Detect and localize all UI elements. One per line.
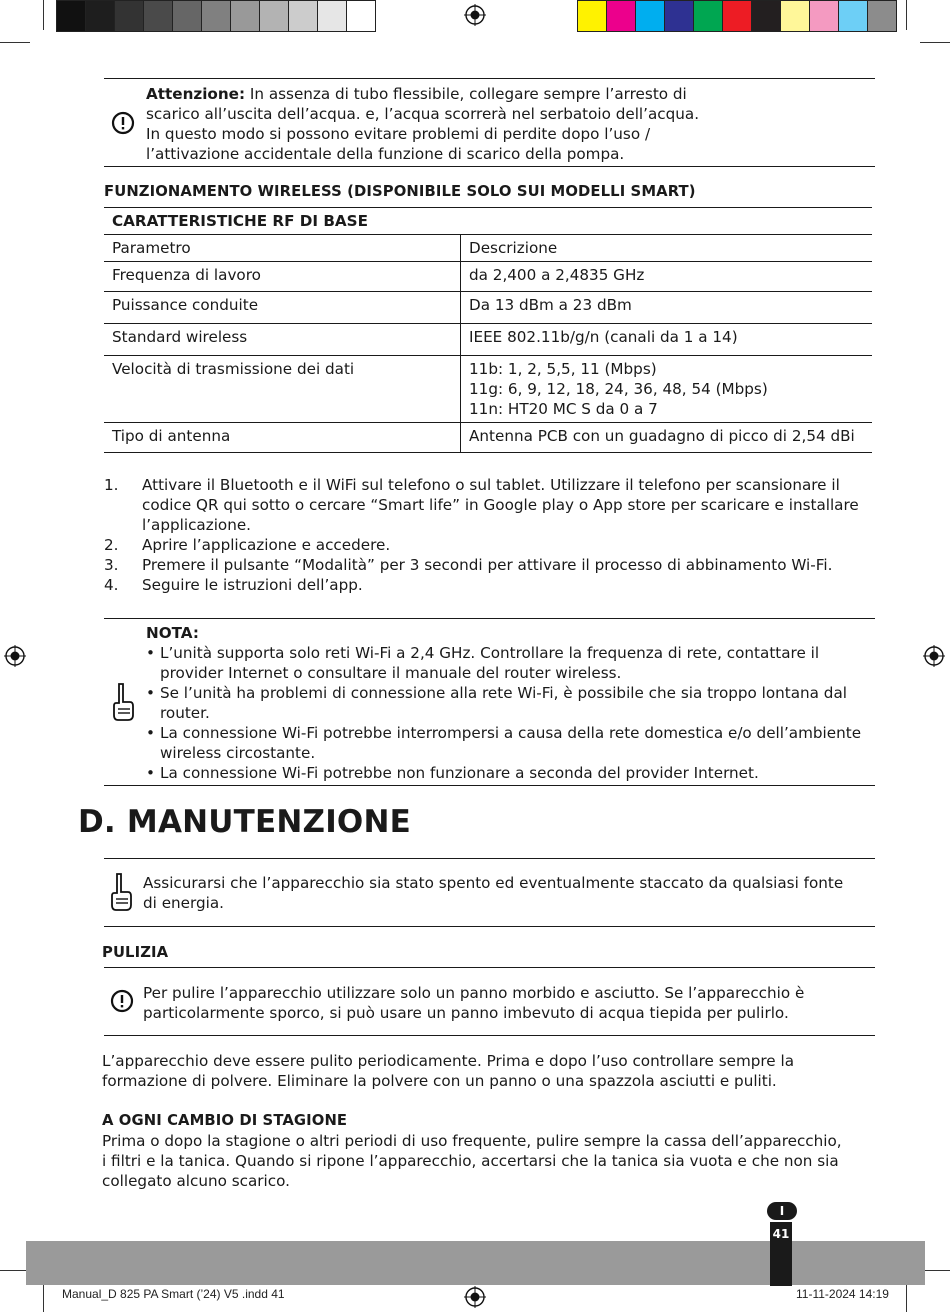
season-text: Prima o dopo la stagione o altri periodi di uso frequente, pulire sempre la cassa dell’apparecchio, i filtri e la tanica. Quando si ripone l’apparecchio, accertarsi che la tanica sia vuota e che non sia collegato alcuno scarico. [102, 1132, 842, 1190]
table-row [104, 324, 872, 356]
crop-mark [0, 42, 30, 43]
registration-mark-icon [4, 645, 26, 667]
color-swatch [231, 1, 260, 31]
rf-characteristics-table [104, 207, 872, 453]
cleaning-warning: Per pulire l’apparecchio utilizzare solo un panno morbido e asciutto. Se l’apparecchio è particolarmente sporco, si può usare un panno imbevuto di acqua tiepida per pulirlo. [143, 984, 805, 1022]
list-item: • La connessione Wi-Fi potrebbe interrompersi a causa della rete domestica e/o dell’ambiente wireless circostante. [146, 723, 866, 763]
color-swatch [86, 1, 115, 31]
color-swatch [202, 1, 231, 31]
note-bottom-rule [104, 785, 875, 786]
row-param: Puissance conduite [104, 292, 461, 324]
color-swatch [839, 1, 868, 31]
note-label: NOTA: [146, 624, 199, 642]
row-desc: 11b: 1, 2, 5,5, 11 (Mbps) 11g: 6, 9, 12, 18, 24, 36, 48, 54 (Mbps) 11n: HT20 MC S da 0 a 7 [461, 356, 873, 423]
notice-bottom-rule [104, 926, 875, 927]
color-swatch [144, 1, 173, 31]
note-list [146, 643, 866, 783]
list-item: 2. Aprire l’applicazione e accedere. [104, 536, 391, 554]
crop-mark [920, 42, 950, 43]
warning-exclamation-icon [111, 111, 135, 135]
pointing-hand-icon [108, 872, 134, 914]
color-swatch [57, 1, 86, 31]
list-item: 4. Seguire le istruzioni dell’app. [104, 576, 363, 594]
color-swatch [694, 1, 723, 31]
cleaning-heading: PULIZIA [102, 944, 169, 961]
warning-top-rule [104, 78, 875, 79]
color-swatch [810, 1, 839, 31]
color-swatch [578, 1, 607, 31]
list-item: 3. Premere il pulsante “Modalità” per 3 secondi per attivare il processo di abbinamento Wi-Fi. [104, 556, 833, 574]
table-row [104, 262, 872, 292]
row-param: Tipo di antenna [104, 423, 461, 453]
list-item: • La connessione Wi-Fi potrebbe non funzionare a seconda del provider Internet. [146, 763, 866, 783]
color-swatch [607, 1, 636, 31]
column-header-param: Parametro [104, 235, 461, 262]
crop-mark [43, 0, 44, 30]
warning-label: Attenzione: [146, 85, 246, 103]
slug-left: Manual_D 825 PA Smart (’24) V5 .indd 41 [62, 1287, 285, 1301]
registration-mark-icon [464, 1286, 486, 1308]
season-heading: A OGNI CAMBIO DI STAGIONE [102, 1112, 348, 1129]
color-swatch [347, 1, 375, 31]
row-param: Frequenza di lavoro [104, 262, 461, 292]
slug-right: 11-11-2024 14:19 [796, 1287, 889, 1301]
maintenance-notice: Assicurarsi che l’apparecchio sia stato spento ed eventualmente staccato da qualsiasi fonte di energia. [143, 874, 844, 912]
table-header-row [104, 235, 872, 262]
wireless-heading: FUNZIONAMENTO WIRELESS (DISPONIBILE SOLO SUI MODELLI SMART) [104, 183, 696, 200]
color-swatch [636, 1, 665, 31]
process-color-bar [577, 0, 897, 32]
color-swatch [260, 1, 289, 31]
crop-mark [906, 0, 907, 30]
setup-steps-list [104, 475, 874, 595]
color-swatch [723, 1, 752, 31]
crop-mark [43, 1282, 44, 1312]
table-title-row [104, 208, 872, 235]
color-swatch [752, 1, 781, 31]
color-swatch [173, 1, 202, 31]
list-item: • L’unità supporta solo reti Wi-Fi a 2,4 GHz. Controllare la frequenza di rete, contattare il provider Internet o consultare il manuale del router wireless. [146, 643, 866, 683]
crop-mark [906, 1282, 907, 1312]
color-swatch [781, 1, 810, 31]
row-desc: Da 13 dBm a 23 dBm [461, 292, 873, 324]
registration-mark-icon [923, 645, 945, 667]
language-badge: I [767, 1202, 797, 1220]
column-header-desc: Descrizione [461, 235, 873, 262]
table-title: CARATTERISTICHE RF DI BASE [104, 208, 872, 235]
note-top-rule [104, 618, 875, 619]
cleaning-top-rule [104, 967, 875, 968]
color-swatch [868, 1, 896, 31]
color-swatch [115, 1, 144, 31]
list-item: • Se l’unità ha problemi di connessione alla rete Wi-Fi, è possibile che sia troppo lontana dal router. [146, 683, 866, 723]
row-desc: Antenna PCB con un guadagno di picco di 2,54 dBi [461, 423, 873, 453]
row-desc: IEEE 802.11b/g/n (canali da 1 a 14) [461, 324, 873, 356]
warning-bottom-rule [104, 166, 875, 167]
section-title: D. MANUTENZIONE [78, 804, 412, 840]
table-row [104, 423, 872, 453]
notice-top-rule [104, 858, 875, 859]
registration-mark-icon [464, 4, 486, 26]
pointing-hand-icon [110, 682, 136, 724]
gray-color-bar [56, 0, 376, 32]
cleaning-bottom-rule [104, 1035, 875, 1036]
warning-exclamation-icon [110, 989, 134, 1013]
row-param: Velocità di trasmissione dei dati [104, 356, 461, 423]
list-item: 1. Attivare il Bluetooth e il WiFi sul telefono o sul tablet. Utilizzare il telefono per scansionare il codice QR qui sotto o cercare “Smart life” in Google play o App store per scaricare e installare l’applicazione. [104, 476, 859, 534]
color-swatch [289, 1, 318, 31]
table-row [104, 356, 872, 423]
row-param: Standard wireless [104, 324, 461, 356]
page-number: 41 [772, 1227, 790, 1241]
maintenance-paragraph: L’apparecchio deve essere pulito periodicamente. Prima e dopo l’uso controllare sempre la formazione di polvere. Eliminare la polvere con un panno o una spazzola asciutti e puliti. [102, 1052, 795, 1090]
table-row [104, 292, 872, 324]
warning-top-text: Attenzione: In assenza di tubo flessibile, collegare sempre l’arresto di scarico all’uscita dell’acqua. e, l’acqua scorrerà nel serbatoio dell’acqua. In questo modo si possono evitare problemi di perdite dopo l’uso / l’attivazione accidentale della funzione di scarico della pompa. [146, 85, 700, 163]
color-swatch [665, 1, 694, 31]
row-desc: da 2,400 a 2,4835 GHz [461, 262, 873, 292]
color-swatch [318, 1, 347, 31]
